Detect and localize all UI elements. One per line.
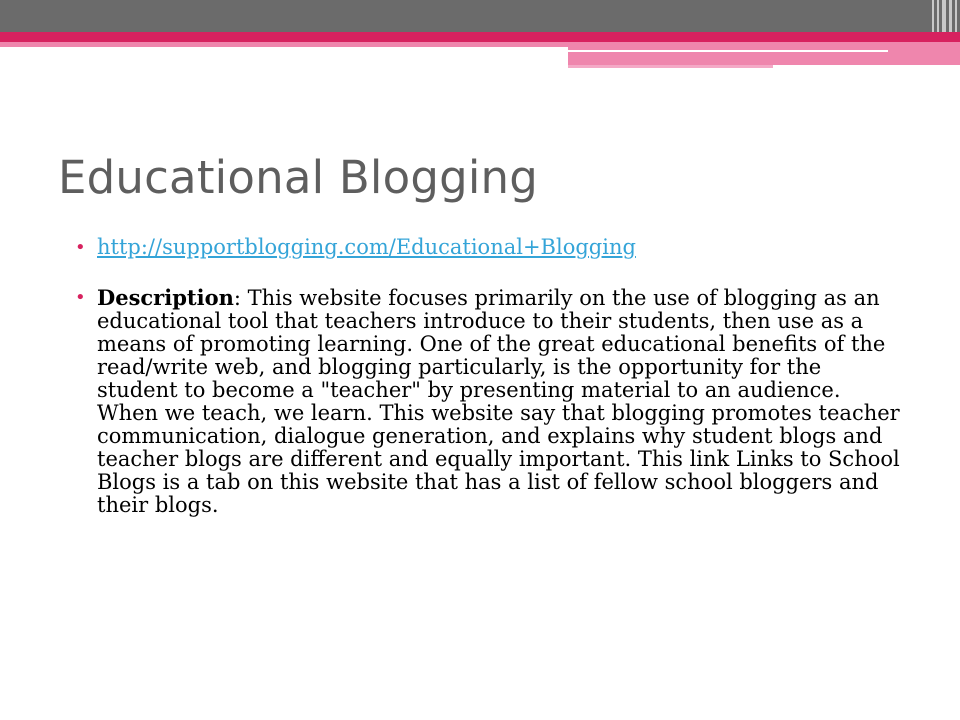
bullet-icon: •: [75, 237, 86, 258]
slide-title: Educational Blogging: [58, 151, 539, 204]
header-gray-bar: [0, 0, 960, 32]
website-link[interactable]: http://supportblogging.com/Educational+Blogging: [97, 235, 636, 259]
header-light-bar-left: [0, 42, 570, 47]
header-light-bar-right: [568, 42, 960, 65]
header-white-line: [568, 50, 888, 52]
bullet-icon: •: [75, 287, 86, 308]
description-label: Description: [97, 285, 234, 310]
description-text: : This website focuses primarily on the use of blogging as an educational tool that teachers introduce to their students, then use as a means of promoting learning. One of the great educational benefits of the read/write web, and blogging particularly, is the opportunity for the student to become a "teacher" by presenting material to an audience. When we teach, we learn. This website say that blogging promotes teacher communication, dialogue generation, and explains why student blogs and teacher blogs are different and equally important. This link Links to School Blogs is a tab on this website that has a list of fellow school bloggers and their blogs.: [97, 286, 900, 517]
content-list: [75, 236, 905, 517]
header-light-bar-bottom: [568, 65, 773, 68]
list-item-link: [75, 236, 905, 259]
header-accent-bar: [0, 32, 960, 42]
header-stripes: [928, 0, 960, 32]
list-item-description: [75, 286, 905, 517]
